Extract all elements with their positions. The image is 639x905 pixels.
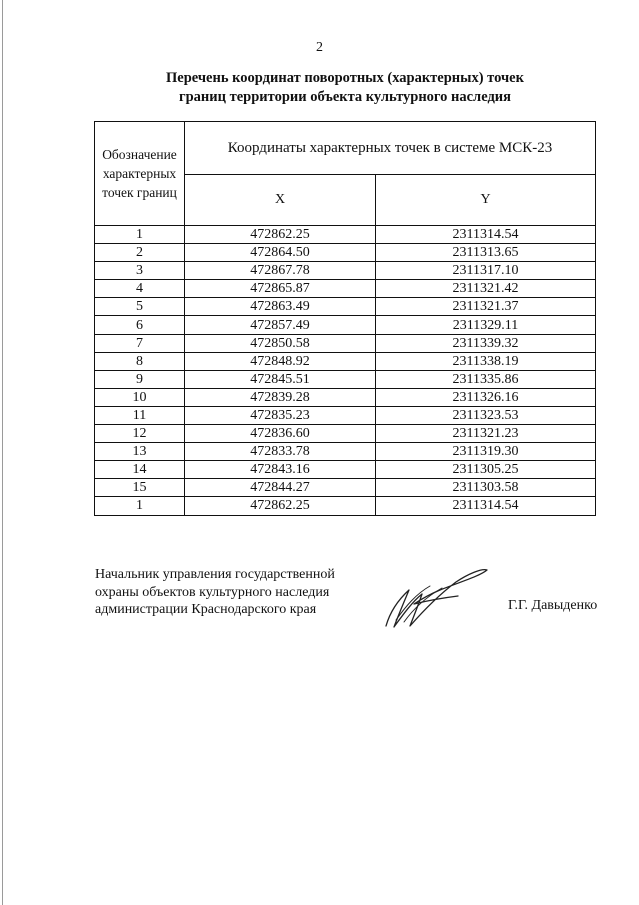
x-coordinate-cell: 472862.25 <box>185 226 376 244</box>
point-label-header-line-1: Обозначение <box>102 147 177 162</box>
document-title-line-2: границ территории объекта культурного наследия <box>179 89 511 105</box>
point-label-header-line-2: характерных <box>102 166 177 181</box>
x-coordinate-cell: 472864.50 <box>185 244 376 262</box>
point-number-cell: 9 <box>95 370 185 388</box>
table-row <box>95 316 596 334</box>
y-coordinate-cell: 2311313.65 <box>376 244 596 262</box>
point-number-cell: 13 <box>95 443 185 461</box>
y-coordinate-cell: 2311326.16 <box>376 388 596 406</box>
y-coordinate-cell: 2311319.30 <box>376 443 596 461</box>
point-label-header-line-3: точек границ <box>102 185 177 200</box>
x-coordinate-cell: 472833.78 <box>185 443 376 461</box>
signatory-position <box>95 566 335 619</box>
table-row <box>95 280 596 298</box>
y-coordinate-cell: 2311321.23 <box>376 425 596 443</box>
coordinates-table-body <box>95 226 596 516</box>
scan-edge-line <box>2 0 3 905</box>
table-row <box>95 262 596 280</box>
table-row <box>95 226 596 244</box>
x-coordinate-cell: 472839.28 <box>185 388 376 406</box>
table-row <box>95 479 596 497</box>
x-coordinate-cell: 472850.58 <box>185 334 376 352</box>
signatory-position-line-2: охраны объектов культурного наследия <box>95 584 330 600</box>
point-number-cell: 11 <box>95 406 185 424</box>
point-number-cell: 4 <box>95 280 185 298</box>
document-title-line-1: Перечень координат поворотных (характерных) точек <box>166 70 524 86</box>
point-number-cell: 2 <box>95 244 185 262</box>
y-coordinate-cell: 2311338.19 <box>376 352 596 370</box>
x-coordinate-cell: 472867.78 <box>185 262 376 280</box>
signatory-position-line-1: Начальник управления государственной <box>95 567 335 582</box>
point-number-cell: 10 <box>95 388 185 406</box>
point-number-cell: 5 <box>95 298 185 316</box>
table-row <box>95 352 596 370</box>
y-coordinate-cell: 2311335.86 <box>376 370 596 388</box>
y-coordinate-cell: 2311314.54 <box>376 497 596 515</box>
point-label-header <box>95 122 185 226</box>
y-coordinate-cell: 2311339.32 <box>376 334 596 352</box>
point-number-cell: 3 <box>95 262 185 280</box>
x-coordinate-cell: 472845.51 <box>185 370 376 388</box>
x-coordinate-cell: 472862.25 <box>185 497 376 515</box>
y-coordinate-cell: 2311321.42 <box>376 280 596 298</box>
coordinates-table-header <box>95 122 596 226</box>
y-coordinate-cell: 2311314.54 <box>376 226 596 244</box>
document-title <box>0 69 639 107</box>
point-number-cell: 6 <box>95 316 185 334</box>
point-number-cell: 12 <box>95 425 185 443</box>
table-row <box>95 497 596 515</box>
point-number-cell: 8 <box>95 352 185 370</box>
point-number-cell: 15 <box>95 479 185 497</box>
x-coordinate-cell: 472863.49 <box>185 298 376 316</box>
table-row <box>95 461 596 479</box>
x-coordinate-cell: 472848.92 <box>185 352 376 370</box>
table-row <box>95 406 596 424</box>
x-coordinate-cell: 472836.60 <box>185 425 376 443</box>
coordinates-table <box>94 121 596 516</box>
table-row <box>95 370 596 388</box>
y-coordinate-cell: 2311305.25 <box>376 461 596 479</box>
x-coordinate-cell: 472843.16 <box>185 461 376 479</box>
y-coordinate-cell: 2311317.10 <box>376 262 596 280</box>
x-coordinate-cell: 472835.23 <box>185 406 376 424</box>
handwritten-signature <box>376 560 491 635</box>
x-column-header: X <box>185 175 376 226</box>
x-coordinate-cell: 472857.49 <box>185 316 376 334</box>
table-row <box>95 443 596 461</box>
signatory-position-line-3: администрации Краснодарского края <box>95 602 317 617</box>
y-column-header: Y <box>376 175 596 226</box>
point-number-cell: 7 <box>95 334 185 352</box>
table-row <box>95 244 596 262</box>
table-row <box>95 298 596 316</box>
point-number-cell: 1 <box>95 226 185 244</box>
x-coordinate-cell: 472844.27 <box>185 479 376 497</box>
y-coordinate-cell: 2311321.37 <box>376 298 596 316</box>
point-number-cell: 1 <box>95 497 185 515</box>
y-coordinate-cell: 2311329.11 <box>376 316 596 334</box>
point-number-cell: 14 <box>95 461 185 479</box>
x-coordinate-cell: 472865.87 <box>185 280 376 298</box>
table-row <box>95 388 596 406</box>
y-coordinate-cell: 2311303.58 <box>376 479 596 497</box>
page-number: 2 <box>316 40 323 55</box>
y-coordinate-cell: 2311323.53 <box>376 406 596 424</box>
table-row <box>95 425 596 443</box>
signatory-name: Г.Г. Давыденко <box>508 598 598 613</box>
table-row <box>95 334 596 352</box>
coordinates-group-header: Координаты характерных точек в системе МСК-23 <box>185 122 596 175</box>
